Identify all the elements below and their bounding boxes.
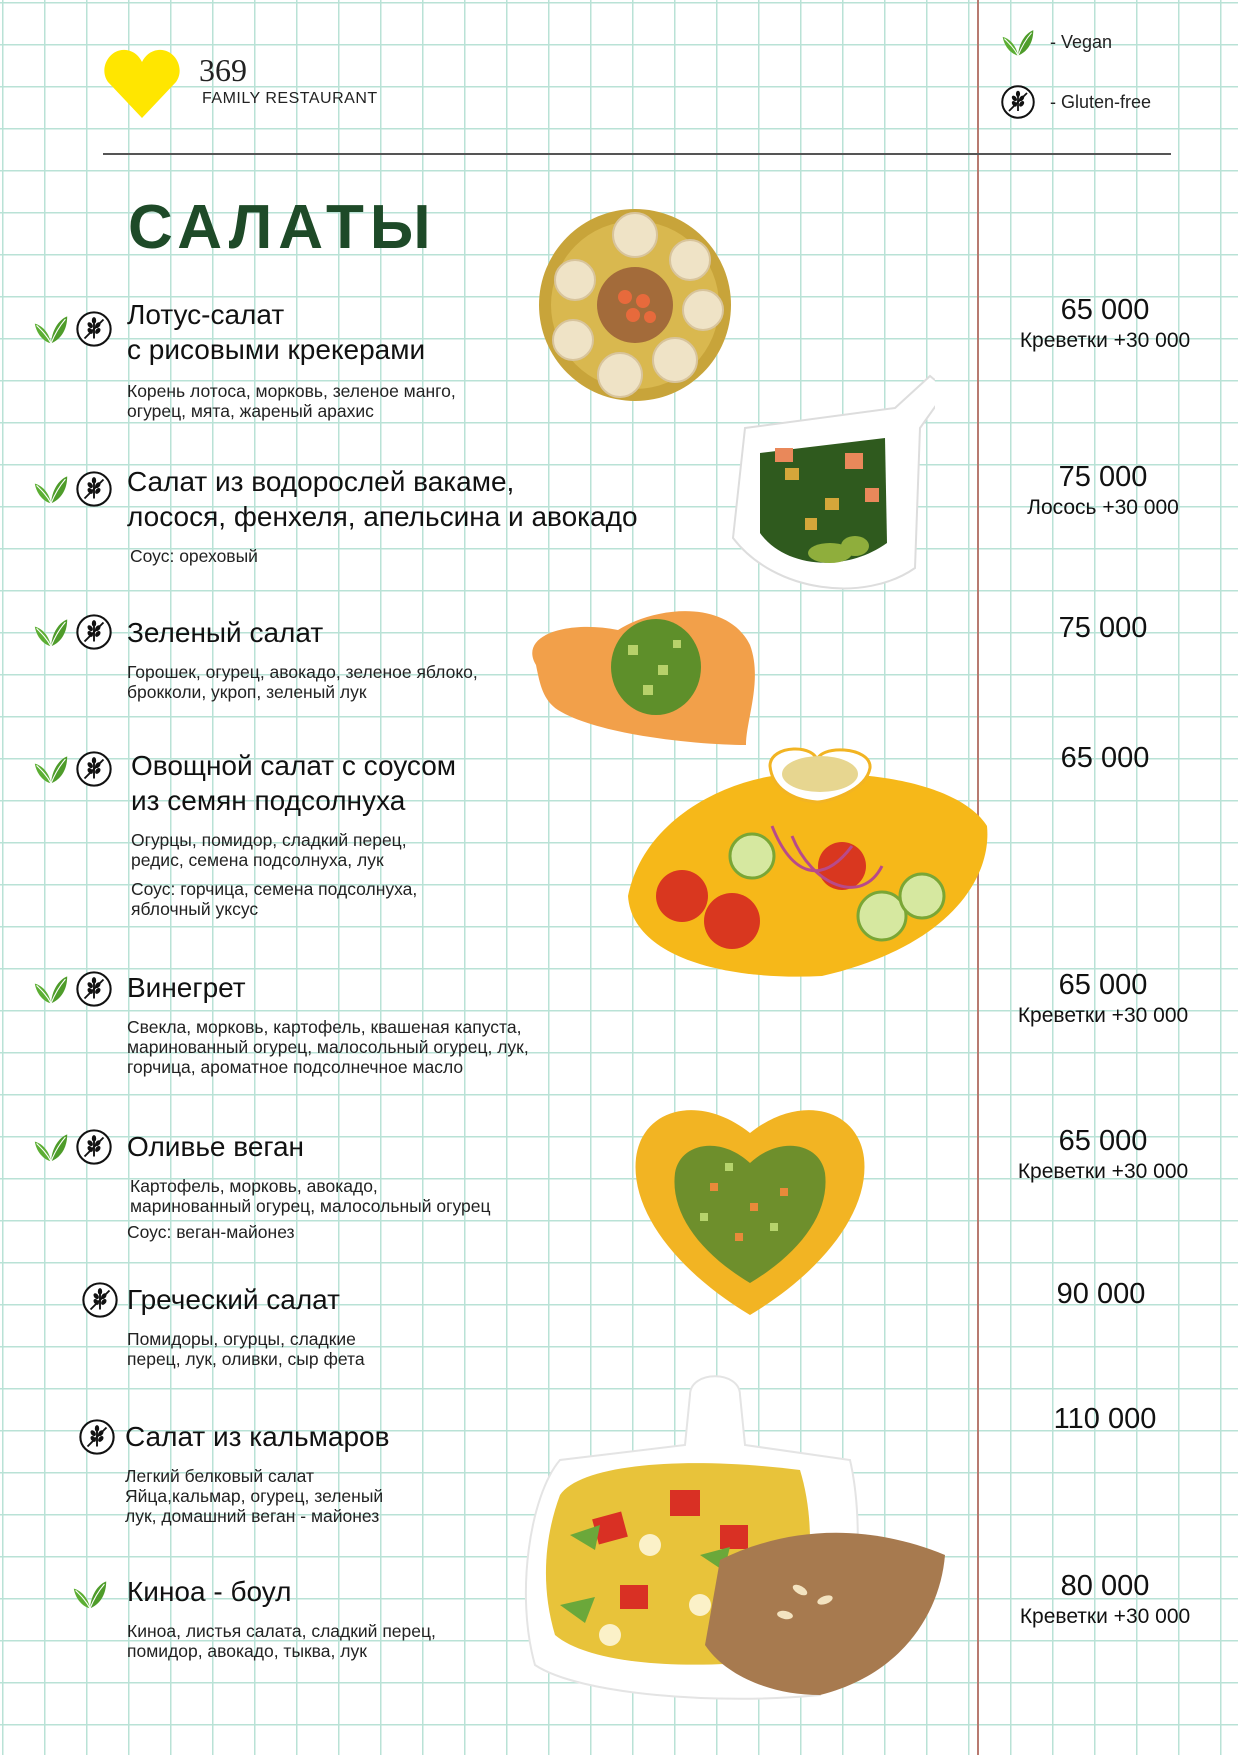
item-sauce: яблочный уксус [131,899,259,919]
menu-item-lotus [127,297,456,421]
item-3-badges [33,613,113,651]
item-price [985,293,1225,355]
menu-item-olivier [127,1129,491,1242]
item-description: огурец, мята, жареный арахис [127,401,374,421]
leaf-icon [72,1577,108,1611]
price-value: 75 000 [1058,461,1148,493]
item-description: лук, домашний веган - майонез [125,1506,380,1526]
item-description: Соус: ореховый [130,546,258,566]
item-description: Свекла, морковь, картофель, квашеная капуста, [127,1017,522,1037]
item-sauce: Соус: веган-майонез [127,1222,295,1242]
gluten-free-icon [78,1418,116,1456]
item-price [983,1124,1223,1186]
price-extra: Лосось +30 000 [1027,496,1179,519]
item-4-badges [33,750,113,788]
gluten-free-icon [81,1281,119,1319]
price-value: 90 000 [1056,1278,1146,1310]
item-name: с рисовыми крекерами [127,334,426,365]
dish-image-vegetable [622,746,992,981]
leaf-icon [33,972,69,1006]
price-extra: Креветки +30 000 [1017,1004,1189,1027]
item-price [985,741,1225,775]
item-description: Корень лотоса, морковь, зеленое манго, [127,381,456,401]
gluten-free-icon [75,1128,113,1166]
item-5-badges [33,970,113,1008]
item-2-badges [33,470,113,508]
dish-image-olivier [630,1093,870,1318]
price-extra: Креветки +30 000 [1019,329,1191,352]
item-description: Легкий белковый салат [125,1466,315,1486]
item-description: Киноа, листья салата, сладкий перец, [127,1621,436,1641]
item-name: Винегрет [127,972,246,1003]
legend-vegan-label: - Vegan [1050,31,1113,52]
leaf-icon [33,472,69,506]
item-description: маринованный огурец, малосольный огурец [130,1196,491,1216]
item-description: Картофель, морковь, авокадо, [130,1176,378,1196]
item-description: Горошек, огурец, авокадо, зеленое яблоко, [127,662,478,682]
price-extra: Креветки +30 000 [1019,1605,1191,1628]
item-name: из семян подсолнуха [131,785,406,816]
item-description: брокколи, укроп, зеленый лук [127,682,367,702]
leaf-icon [33,752,69,786]
legend-vegan [1000,24,1112,60]
item-sauce: Соус: горчица, семена подсолнуха, [131,879,418,899]
gluten-free-icon [75,310,113,348]
item-name: Греческий салат [127,1284,340,1315]
menu-item-wakame [127,464,638,566]
price-value: 65 000 [1058,1125,1148,1157]
item-name: Оливье веган [127,1131,305,1162]
item-6-badges [33,1128,113,1166]
logo-heart-icon [104,48,180,120]
item-description: Помидоры, огурцы, сладкие [127,1329,356,1349]
header-divider [103,153,1171,155]
price-value: 65 000 [1060,294,1150,326]
menu-item-quinoa [127,1574,436,1661]
item-price [985,1569,1225,1631]
item-price [983,460,1223,522]
legend-gluten-free [1000,84,1151,120]
gluten-free-icon [75,613,113,651]
price-value: 75 000 [1058,612,1148,644]
leaf-icon [33,312,69,346]
price-value: 110 000 [1053,1403,1157,1435]
gluten-free-icon [75,750,113,788]
leaf-icon [33,1130,69,1164]
item-name: лосося, фенхеля, апельсина и авокадо [127,501,638,532]
item-price [983,968,1223,1030]
menu-item-vinegret [127,970,529,1077]
item-price [981,1277,1221,1311]
price-value: 80 000 [1060,1570,1150,1602]
item-name: Киноа - боул [127,1576,292,1607]
item-name: Овощной салат с соусом [131,750,457,781]
item-name: Салат из кальмаров [125,1421,390,1452]
menu-item-greek [127,1282,365,1369]
gluten-free-icon [1000,84,1036,120]
logo-number: 369 [199,52,247,88]
item-description: редис, семена подсолнуха, лук [131,850,384,870]
item-1-badges [33,310,113,348]
dish-image-lotus [535,205,735,405]
item-8-badges [72,1418,116,1456]
item-name: Салат из водорослей вакаме, [127,466,515,497]
dish-image-wakame [715,368,935,603]
legend-gluten-free-label: - Gluten-free [1050,91,1152,112]
menu-item-vegetable [131,748,456,919]
gluten-free-icon [75,970,113,1008]
logo-subtitle: FAMILY RESTAURANT [202,90,378,107]
section-title: САЛАТЫ [128,193,437,262]
dish-image-green [528,605,758,755]
item-price [983,611,1223,645]
menu-item-squid [125,1419,389,1526]
leaf-icon [1000,24,1036,60]
item-description: горчица, ароматное подсолнечное масло [127,1057,464,1077]
gluten-free-icon [75,470,113,508]
menu-item-green [127,615,478,702]
price-extra: Креветки +30 000 [1017,1160,1189,1183]
price-value: 65 000 [1060,742,1150,774]
item-description: Яйца,кальмар, огурец, зеленый [125,1486,384,1506]
price-value: 65 000 [1058,969,1148,1001]
item-description: маринованный огурец, малосольный огурец, лук, [127,1037,529,1057]
item-name: Зеленый салат [127,617,324,648]
item-description: перец, лук, оливки, сыр фета [127,1349,365,1369]
item-price [985,1402,1225,1436]
item-name: Лотус-салат [127,299,285,330]
item-description: помидор, авокадо, тыква, лук [127,1641,367,1661]
dish-image-quinoa [520,1375,952,1705]
leaf-icon [33,615,69,649]
item-7-badges [75,1281,119,1319]
item-description: Огурцы, помидор, сладкий перец, [131,830,407,850]
item-9-badges [72,1577,108,1611]
